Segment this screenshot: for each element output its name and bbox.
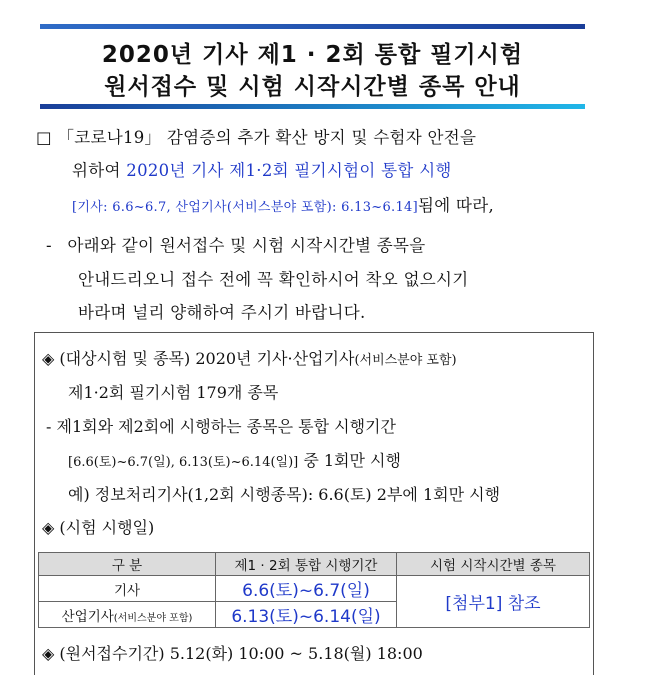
category-text: 산업기사 — [61, 608, 114, 625]
page-title-line2: 원서접수 및 시험 시작시간별 종목 안내 — [104, 74, 521, 100]
intro-text: 위하여 — [72, 161, 127, 180]
row-category: 기사 — [39, 576, 216, 602]
reference-cell: [첨부1] 참조 — [397, 576, 590, 628]
title-top-bar — [40, 24, 585, 29]
box-section-target — [42, 346, 457, 369]
box-line-example: 예) 정보처리기사(1,2회 시행종목): 6.6(토) 2부에 1회만 시행 — [68, 485, 501, 504]
dates-small: [6.6(토)~6.7(일), 6.13(토)~6.14(일)] — [68, 455, 299, 470]
row-period: 6.13(토)~6.14(일) — [216, 602, 397, 628]
intro-line-4 — [46, 232, 426, 256]
intro-line-6: 바라며 널리 양해하여 주시기 바랍니다. — [78, 303, 366, 322]
category-small: (서비스분야 포함) — [113, 612, 193, 624]
section-text: 중 1회만 시행 — [298, 451, 401, 470]
header-category: 구 분 — [39, 553, 216, 576]
row-period: 6.6(토)~6.7(일) — [216, 576, 397, 602]
intro-line-1 — [36, 124, 476, 148]
intro-text: 아래와 같이 원서접수 및 시험 시작시간별 종목을 — [67, 236, 426, 255]
section-text: (대상시험 및 종목) 2020년 기사·산업기사 — [59, 349, 355, 368]
title-bottom-bar — [40, 104, 585, 109]
table-header-row — [39, 553, 590, 576]
intro-line-3 — [72, 192, 494, 216]
section-text: (시험 시행일) — [59, 518, 155, 537]
header-subjects: 시험 시작시간별 종목 — [397, 553, 590, 576]
box-section-date — [42, 515, 154, 538]
page-title-line1: 2020년 기사 제1 · 2회 통합 필기시험 — [101, 42, 524, 68]
section-small: (서비스분야 포함) — [354, 353, 457, 368]
intro-highlight: 2020년 기사 제1·2회 필기시험이 통합 시행 — [126, 161, 452, 180]
box-line-count: 제1·2회 필기시험 179개 종목 — [68, 383, 279, 402]
intro-dates: [기사: 6.6~6.7, 산업기사(서비스분야 포함): 6.13~6.14] — [72, 200, 418, 215]
table-row — [39, 576, 590, 602]
row-category — [39, 602, 216, 628]
box-section-application — [42, 641, 423, 664]
diamond-icon: ◈ — [42, 349, 55, 368]
box-line-period: - 제1회와 제2회에 시행하는 종목은 통합 시행기간 — [46, 417, 396, 436]
section-text: (원서접수기간) 5.12(화) 10:00 ~ 5.18(월) 18:00 — [59, 644, 423, 663]
schedule-table — [38, 552, 590, 628]
header-period: 제1 · 2회 통합 시행기간 — [216, 553, 397, 576]
diamond-icon: ◈ — [42, 518, 55, 537]
checkbox-bullet: □ — [36, 128, 52, 147]
intro-line-2 — [72, 157, 452, 181]
diamond-icon: ◈ — [42, 644, 55, 663]
intro-text: 「코로나19」 감염증의 추가 확산 방지 및 수험자 안전을 — [57, 128, 477, 147]
box-line-dates — [68, 448, 401, 471]
intro-text: 됨에 따라, — [418, 196, 495, 215]
intro-line-5: 안내드리오니 접수 전에 꼭 확인하시어 착오 없으시기 — [78, 270, 469, 289]
dash-bullet: - — [46, 236, 52, 255]
